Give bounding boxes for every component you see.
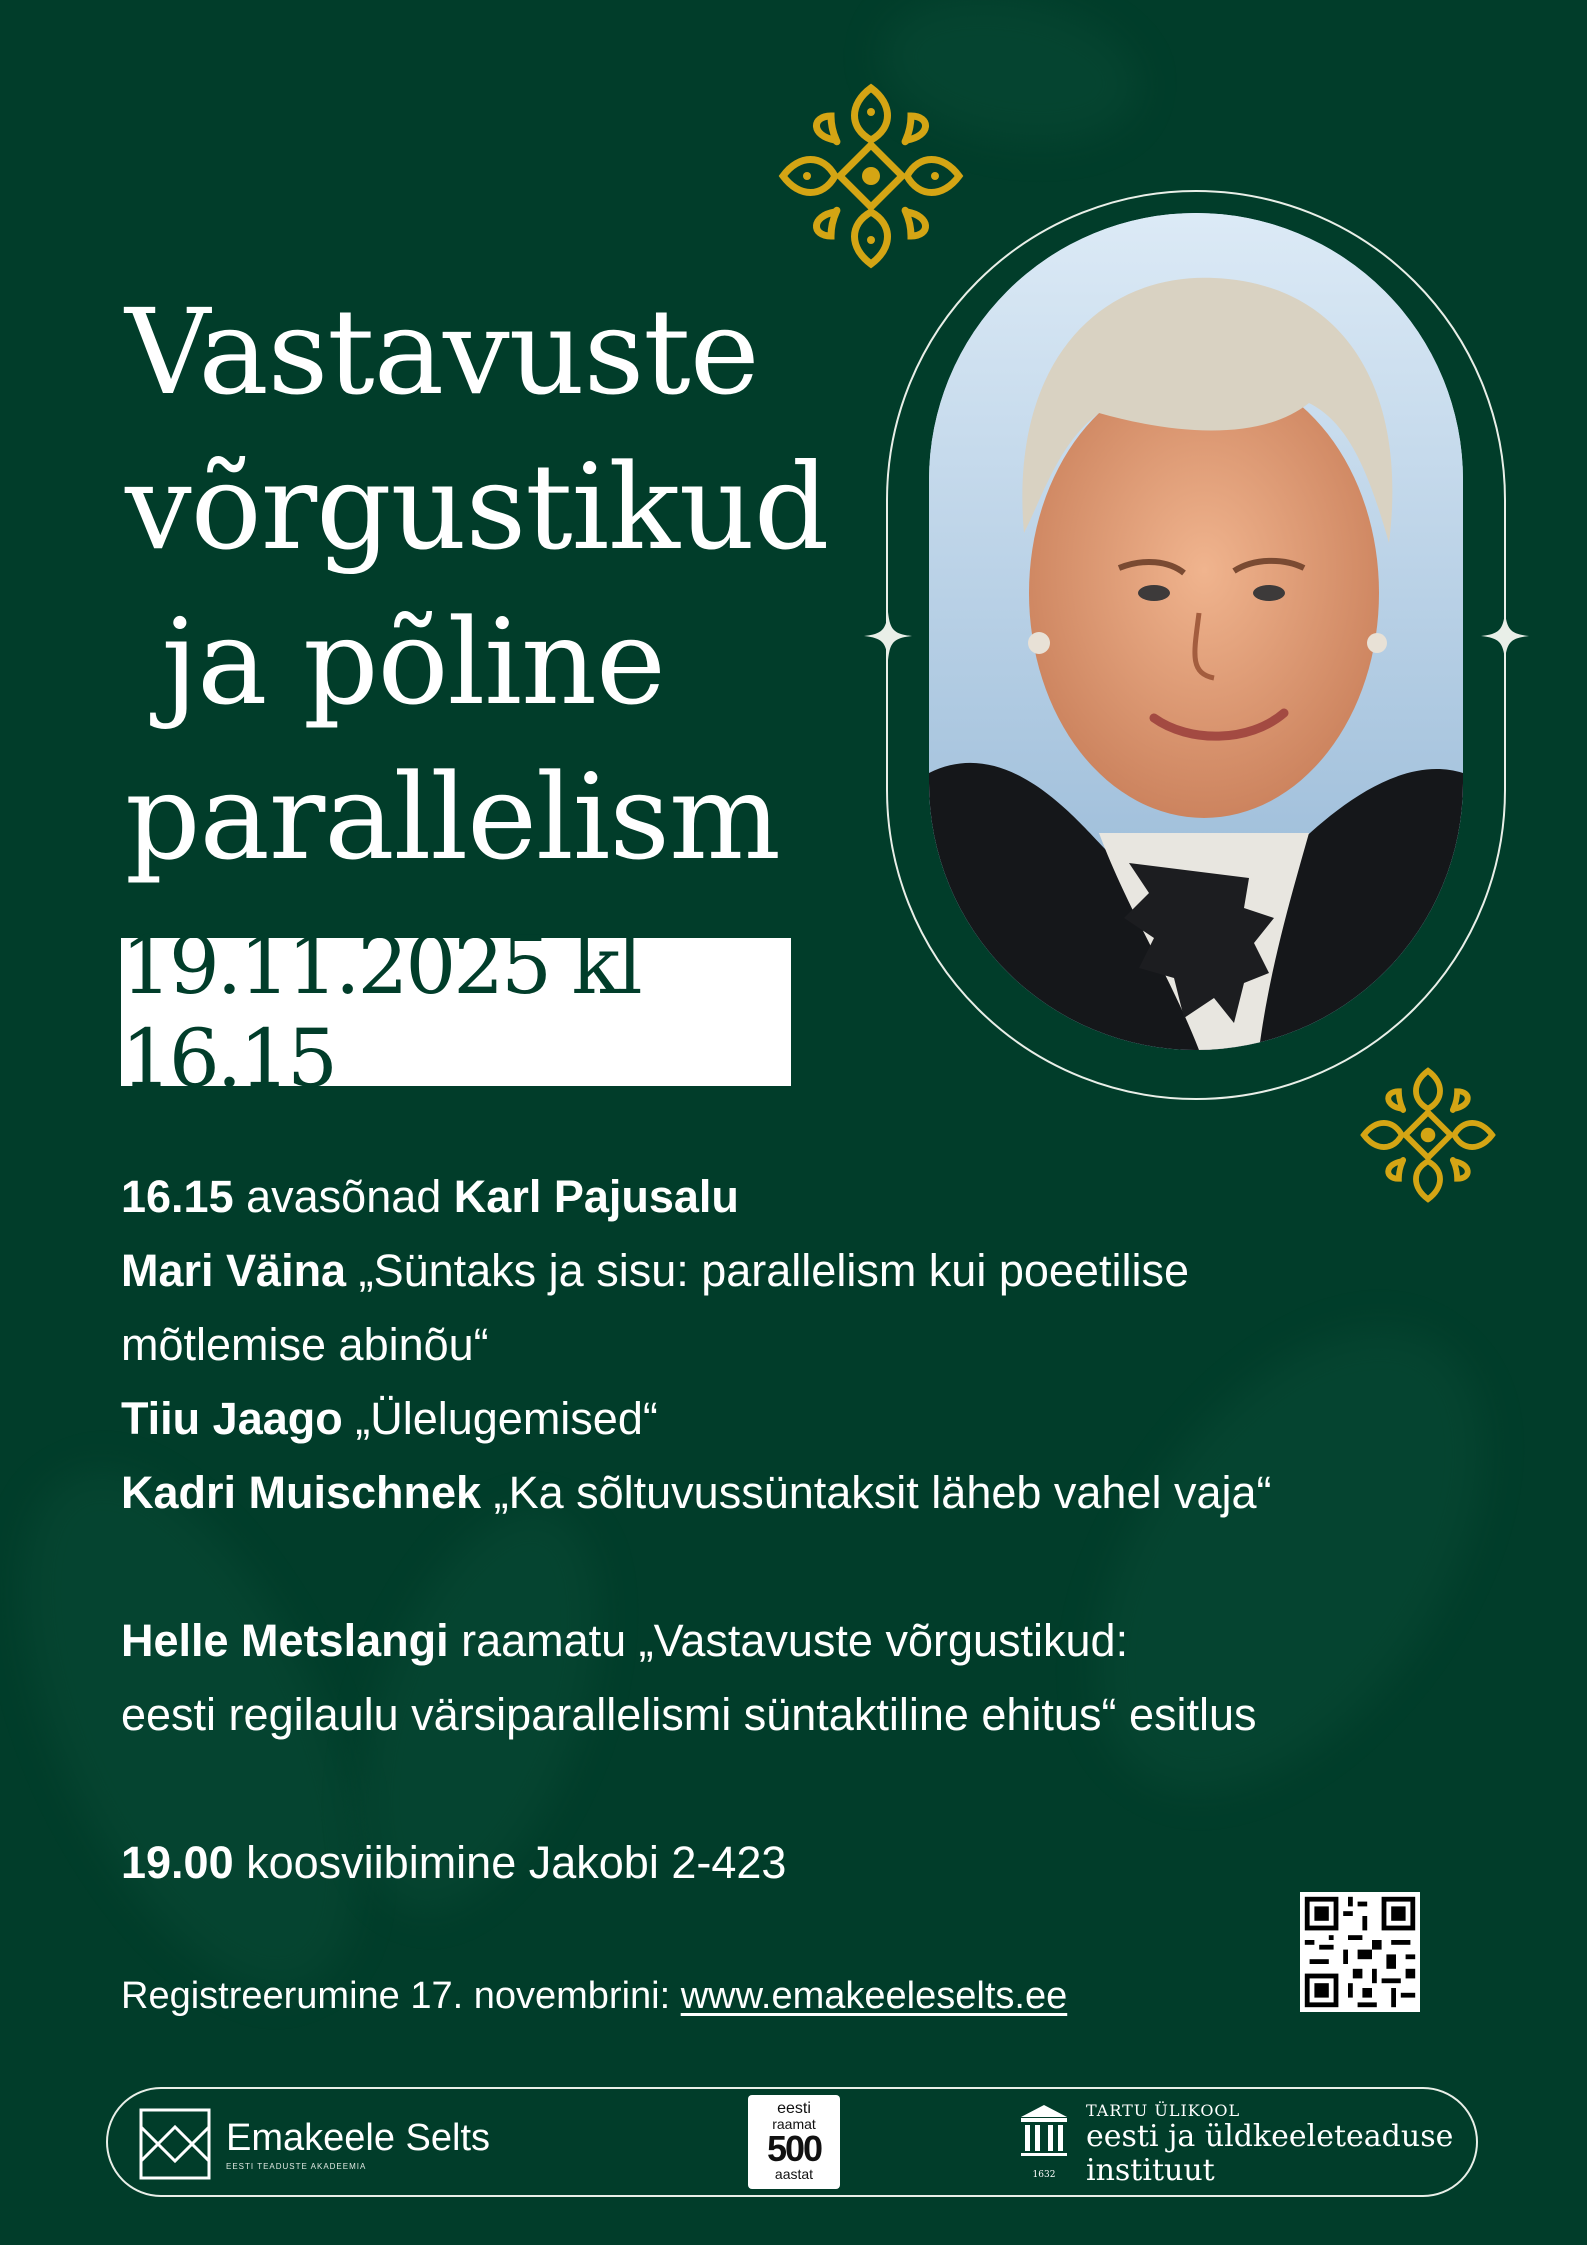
institute-name-line: instituut — [1086, 2153, 1215, 2188]
emakeele-selts-subtitle: EESTI TEADUSTE AKADEEMIA — [226, 2161, 367, 2171]
program-text: avasõnad — [233, 1171, 454, 1222]
date-box — [121, 919, 791, 1105]
eesti-raamat-500-logo — [748, 2095, 840, 2189]
institute-name-line: eesti ja üldkeeleteaduse — [1086, 2119, 1454, 2154]
program-text: koosviibimine Jakobi 2-423 — [233, 1837, 787, 1888]
program-item-talk-continued — [121, 1308, 1501, 1382]
program-item-opening — [121, 1160, 1501, 1234]
title-line: parallelism — [125, 748, 780, 886]
talk-title: „Ülelugemised“ — [342, 1393, 658, 1444]
program-item-talk — [121, 1382, 1501, 1456]
sparkle-icon — [864, 612, 912, 660]
founding-year: 1632 — [1032, 2170, 1056, 2180]
qr-code[interactable] — [1300, 1892, 1420, 2012]
talk-title: „Süntaks ja sisu: parallelism kui poeetilise — [346, 1245, 1189, 1296]
partner-logos-footer — [106, 2087, 1478, 2197]
program-item-talk — [121, 1456, 1501, 1530]
emakeele-selts-logo — [138, 2107, 490, 2181]
book-text: eesti regilaulu värsiparallelismi süntaktiline ehitus“ esitlus — [121, 1689, 1257, 1740]
book-logo-text: eesti — [777, 2100, 811, 2117]
title-line: võrgustikud — [125, 438, 829, 576]
university-name: TARTU ÜLIKOOL — [1086, 2101, 1241, 2120]
talk-title: „Ka sõltuvussüntaksit läheb vahel vaja“ — [481, 1467, 1272, 1518]
program-time: 16.15 — [121, 1171, 234, 1222]
program-item-reception — [121, 1826, 1501, 1900]
author-name: Helle Metslangi — [121, 1615, 449, 1666]
book-logo-number: 500 — [766, 2128, 822, 2169]
title-line: ja põline — [125, 593, 665, 731]
emakeele-selts-name: Emakeele Selts — [226, 2116, 491, 2159]
event-date: 19.11.2025 kl 16.15 — [121, 919, 640, 1105]
folk-ornament-icon — [775, 80, 967, 272]
book-text: raamatu „Vastavuste võrgustikud: — [448, 1615, 1129, 1666]
talk-title: mõtlemise abinõu“ — [121, 1319, 489, 1370]
speaker-name: Mari Väina — [121, 1245, 347, 1296]
registration-label: Registreerumine 17. novembrini: — [121, 1975, 681, 2017]
tartu-ulikool-logo — [1016, 2101, 1453, 2188]
speaker-portrait — [929, 213, 1463, 1050]
registration-link[interactable]: www.emakeeleselts.ee — [680, 1975, 1068, 2017]
speaker-name: Tiiu Jaago — [121, 1393, 343, 1444]
program-item-book-continued — [121, 1678, 1501, 1752]
registration-note — [121, 1968, 1067, 2024]
program — [121, 1160, 1501, 1900]
sparkle-icon — [1481, 612, 1529, 660]
book-logo-text: raamat — [772, 2116, 816, 2132]
program-item-talk — [121, 1234, 1501, 1308]
book-logo-text: aastat — [774, 2166, 814, 2182]
emakeele-selts-emblem-icon — [138, 2107, 212, 2181]
event-title — [125, 275, 845, 895]
speaker-name: Kadri Muischnek — [121, 1467, 482, 1518]
title-line: Vastavuste — [125, 283, 759, 421]
speaker-name: Karl Pajusalu — [453, 1171, 739, 1222]
university-building-icon — [1019, 2101, 1069, 2165]
program-time: 19.00 — [121, 1837, 234, 1888]
program-item-book — [121, 1604, 1501, 1678]
